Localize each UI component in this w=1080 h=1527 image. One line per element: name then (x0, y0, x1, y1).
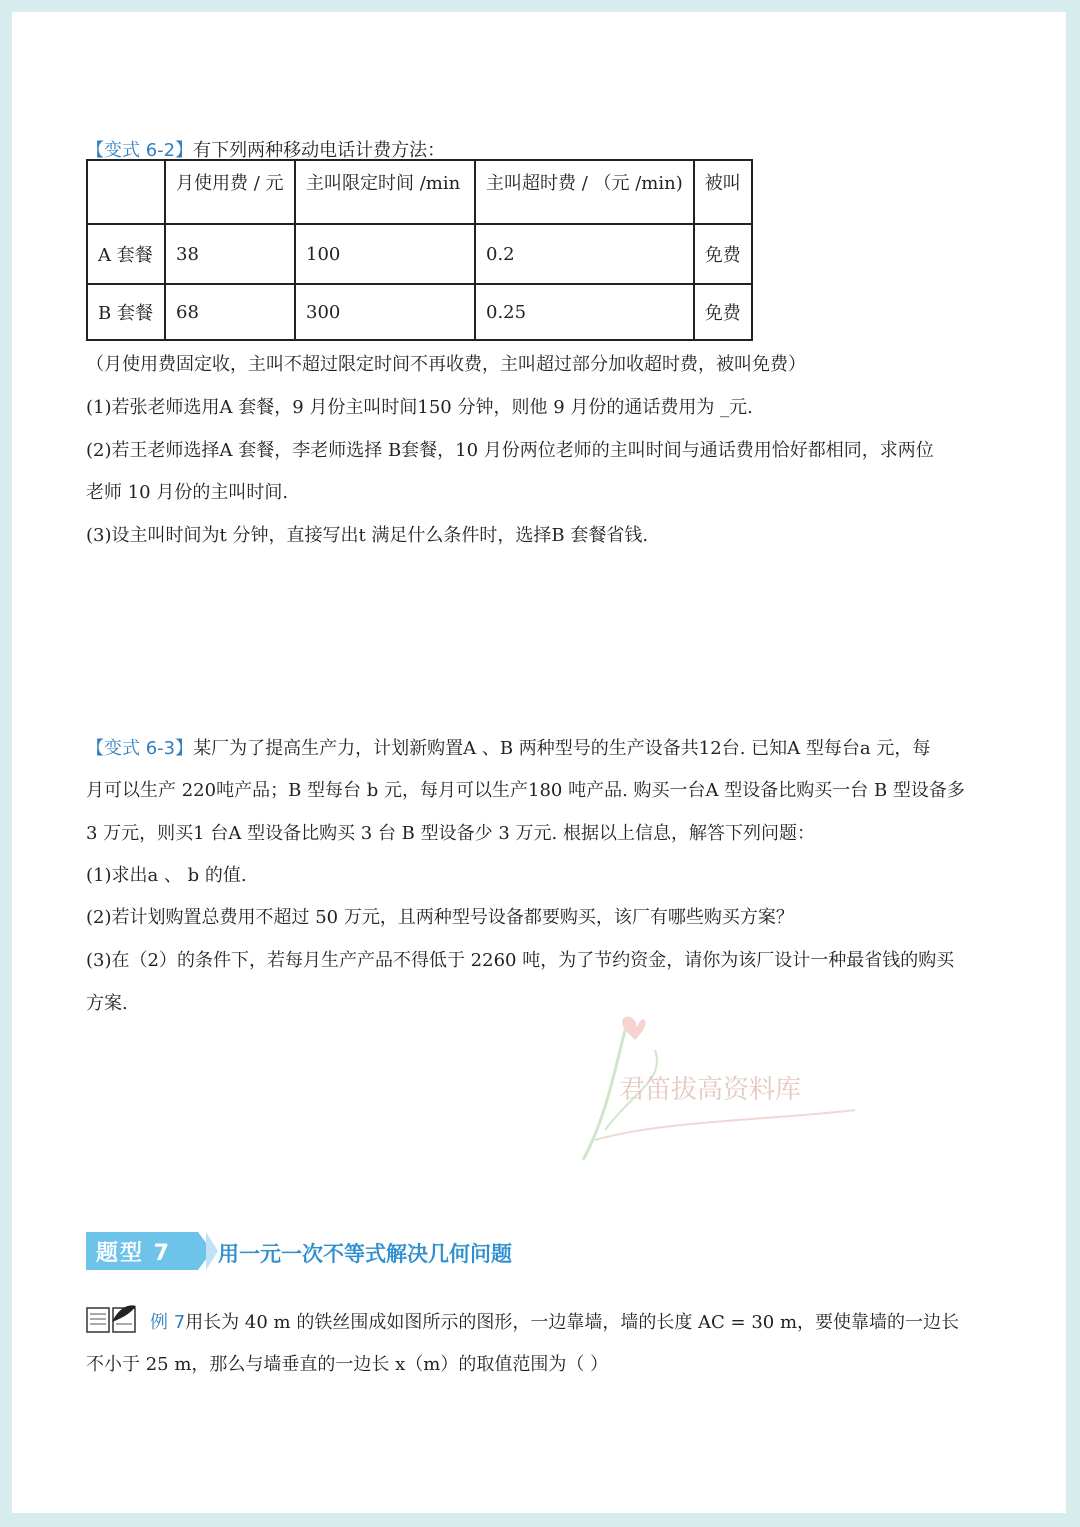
section-label: 题型 7 (96, 1241, 171, 1266)
table-header-row (87, 160, 752, 224)
example-7-text: 用长为 40 m 的铁丝围成如图所示的图形，一边靠墙，墙的长度 AC = 30 m，要使靠墙的一边长 (185, 1312, 960, 1333)
variant-6-2-q3: (3)设主叫时间为t 分钟，直接写出t 满足什么条件时，选择B 套餐省钱. (86, 525, 649, 546)
variant-6-3-q3-line2: 方案. (86, 993, 128, 1014)
example-tag: 例 7 (150, 1312, 186, 1333)
watermark-logo (575, 1010, 875, 1170)
example-7-line1 (150, 1311, 959, 1335)
variant-6-3-q1: (1)求出a 、 b 的值. (86, 865, 247, 886)
variant-tag: 【变式 6-3】 (86, 738, 194, 759)
section-title: 用一元一次不等式解决几何问题 (218, 1242, 512, 1266)
table-header-cell: 主叫限定时间 /min (295, 160, 475, 224)
table-cell: 300 (295, 284, 475, 340)
book-icon (86, 1302, 138, 1336)
variant-6-2-note: （月使用费固定收，主叫不超过限定时间不再收费，主叫超过部分加收超时费，被叫免费） (86, 354, 806, 375)
table-cell: 0.2 (475, 224, 694, 284)
variant-tag: 【变式 6-2】 (86, 140, 194, 161)
variant-6-3-q3-line1: (3)在（2）的条件下，若每月生产产品不得低于 2260 吨，为了节约资金，请你为该厂设计一种最省钱的购买 (86, 950, 955, 971)
banner-chevron-light (206, 1232, 218, 1270)
table-header-cell: 月使用费 / 元 (165, 160, 295, 224)
table-cell: 38 (165, 224, 295, 284)
variant-6-2-q2-line1: (2)若王老师选择A 套餐，李老师选择 B套餐，10 月份两位老师的主叫时间与通话费用恰好都相同，求两位 (86, 440, 934, 461)
watermark-text: 君笛拔高资料库 (619, 1075, 802, 1105)
table-cell: 免费 (694, 224, 752, 284)
table-cell: A 套餐 (87, 224, 165, 284)
table-header-cell (87, 160, 165, 224)
variant-6-3-heading (86, 737, 930, 761)
variant-6-3-line1: 某厂为了提高生产力，计划新购置A 、B 两种型号的生产设备共12台. 已知A 型每台a 元，每 (193, 738, 931, 759)
variant-6-3-q2: (2)若计划购置总费用不超过 50 万元，且两种型号设备都要购买，该厂有哪些购买方案？ (86, 907, 794, 928)
table-cell: 100 (295, 224, 475, 284)
table-header-cell: 主叫超时费 / （元 /min) (475, 160, 694, 224)
table-cell: 0.25 (475, 284, 694, 340)
section-banner (86, 1232, 198, 1270)
table-row (87, 284, 752, 340)
variant-6-2-q2-line2: 老师 10 月份的主叫时间. (86, 482, 289, 503)
fee-table (86, 159, 753, 341)
variant-6-3-line3: 3 万元，则买1 台A 型设备比购买 3 台 B 型设备少 3 万元. 根据以上信息，解答下列问题： (86, 823, 815, 844)
variant-6-3-line2: 月可以生产 220吨产品；B 型每台 b 元，每月可以生产180 吨产品. 购买一台A 型设备比购买一台 B 型设备多 (86, 780, 965, 801)
variant-intro: 有下列两种移动电话计费方法： (193, 140, 446, 161)
variant-6-2-q1: (1)若张老师选用A 套餐，9 月份主叫时间150 分钟，则他 9 月份的通话费用为 _元. (86, 397, 753, 418)
table-row (87, 224, 752, 284)
table-cell: 68 (165, 284, 295, 340)
table-header-cell: 被叫 (694, 160, 752, 224)
example-7-line2: 不小于 25 m，那么与墙垂直的一边长 x（m）的取值范围为（ ） (86, 1354, 609, 1375)
table-cell: B 套餐 (87, 284, 165, 340)
table-cell: 免费 (694, 284, 752, 340)
